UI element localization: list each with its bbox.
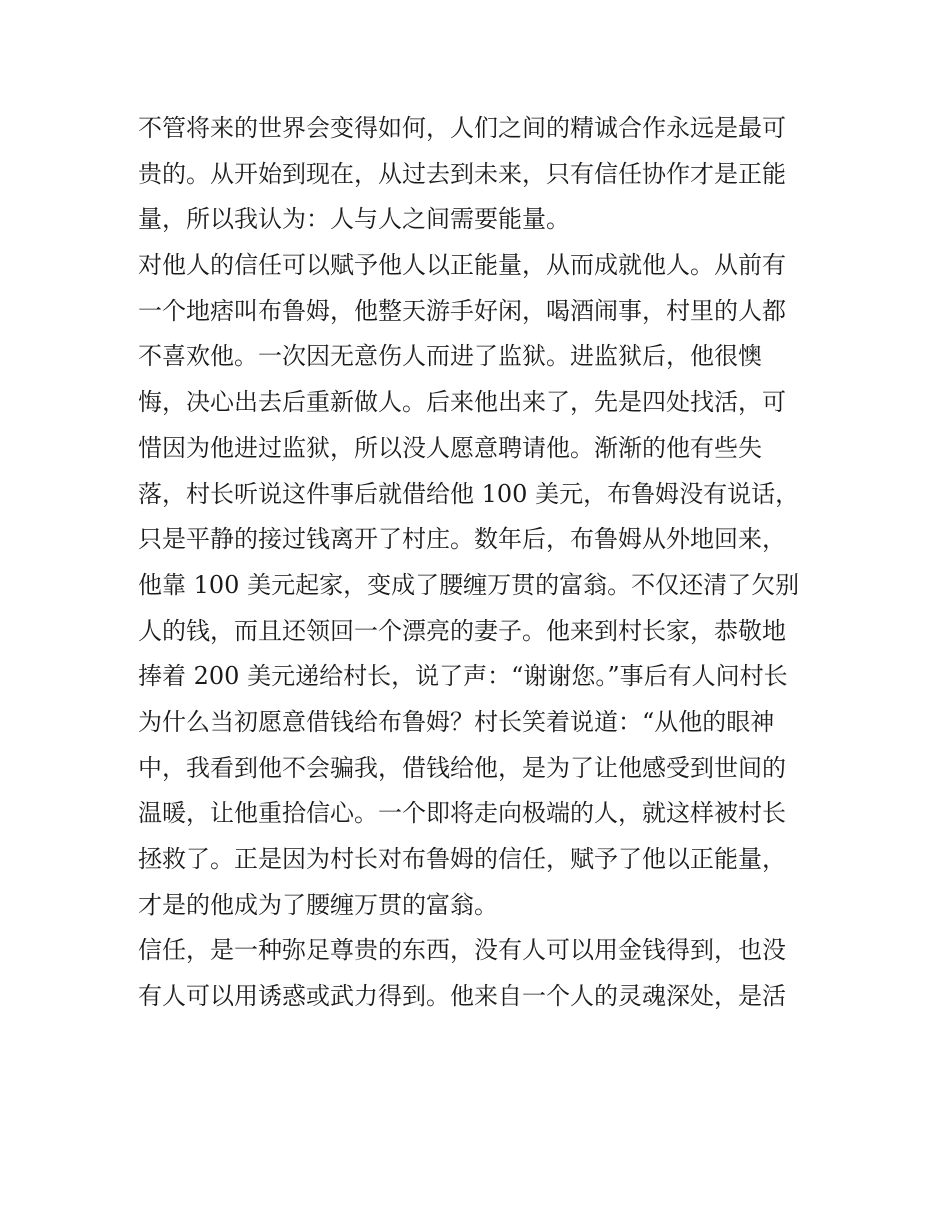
- text-line: 他靠 100 美元起家，变成了腰缠万贯的富翁。不仅还清了欠别: [138, 570, 800, 599]
- text-line: 只是平静的接过钱离开了村庄。数年后，布鲁姆从外地回来，: [138, 525, 786, 554]
- text-line: 人的钱，而且还领回一个漂亮的妻子。他来到村长家，恭敬地: [138, 616, 786, 645]
- text-line: 落，村长听说这件事后就借给他 100 美元，布鲁姆没有说话，: [138, 479, 800, 508]
- text-line: 惜因为他进过监狱，所以没人愿意聘请他。渐渐的他有些失: [138, 433, 762, 462]
- text-line: 中，我看到他不会骗我，借钱给他，是为了让他感受到世间的: [138, 753, 786, 782]
- text-line: 有人可以用诱惑或武力得到。他来自一个人的灵魂深处，是活: [138, 982, 786, 1011]
- text-line: 量，所以我认为：人与人之间需要能量。: [138, 205, 570, 234]
- text-line: 不管将来的世界会变得如何，人们之间的精诚合作永远是最可: [138, 114, 786, 142]
- text-line: 拯救了。正是因为村长对布鲁姆的信任，赋予了他以正能量，: [138, 845, 786, 873]
- text-line: 不喜欢他。一次因无意伤人而进了监狱。进监狱后，他很懊: [138, 342, 762, 371]
- text-line: 悔，决心出去后重新做人。后来他出来了，先是四处找活，可: [138, 388, 786, 417]
- text-line: 贵的。从开始到现在，从过去到未来，只有信任协作才是正能: [138, 159, 786, 188]
- text-line: 为什么当初愿意借钱给布鲁姆？村长笑着说道：“从他的眼神: [138, 707, 775, 736]
- text-line: 捧着 200 美元递给村长，说了声：“谢谢您。”事后有人问村长: [138, 662, 788, 691]
- text-line: 才是的他成为了腰缠万贯的富翁。: [138, 890, 498, 919]
- text-line: 温暖，让他重拾信心。一个即将走向极端的人，就这样被村长: [138, 799, 786, 828]
- text-line: 对他人的信任可以赋予他人以正能量，从而成就他人。从前有: [138, 251, 786, 280]
- essay-body: [138, 106, 818, 1020]
- text-line: 一个地痞叫布鲁姆，他整天游手好闲，喝酒闹事，村里的人都: [138, 296, 786, 325]
- text-line: 信任，是一种弥足尊贵的东西，没有人可以用金钱得到，也没: [138, 936, 786, 965]
